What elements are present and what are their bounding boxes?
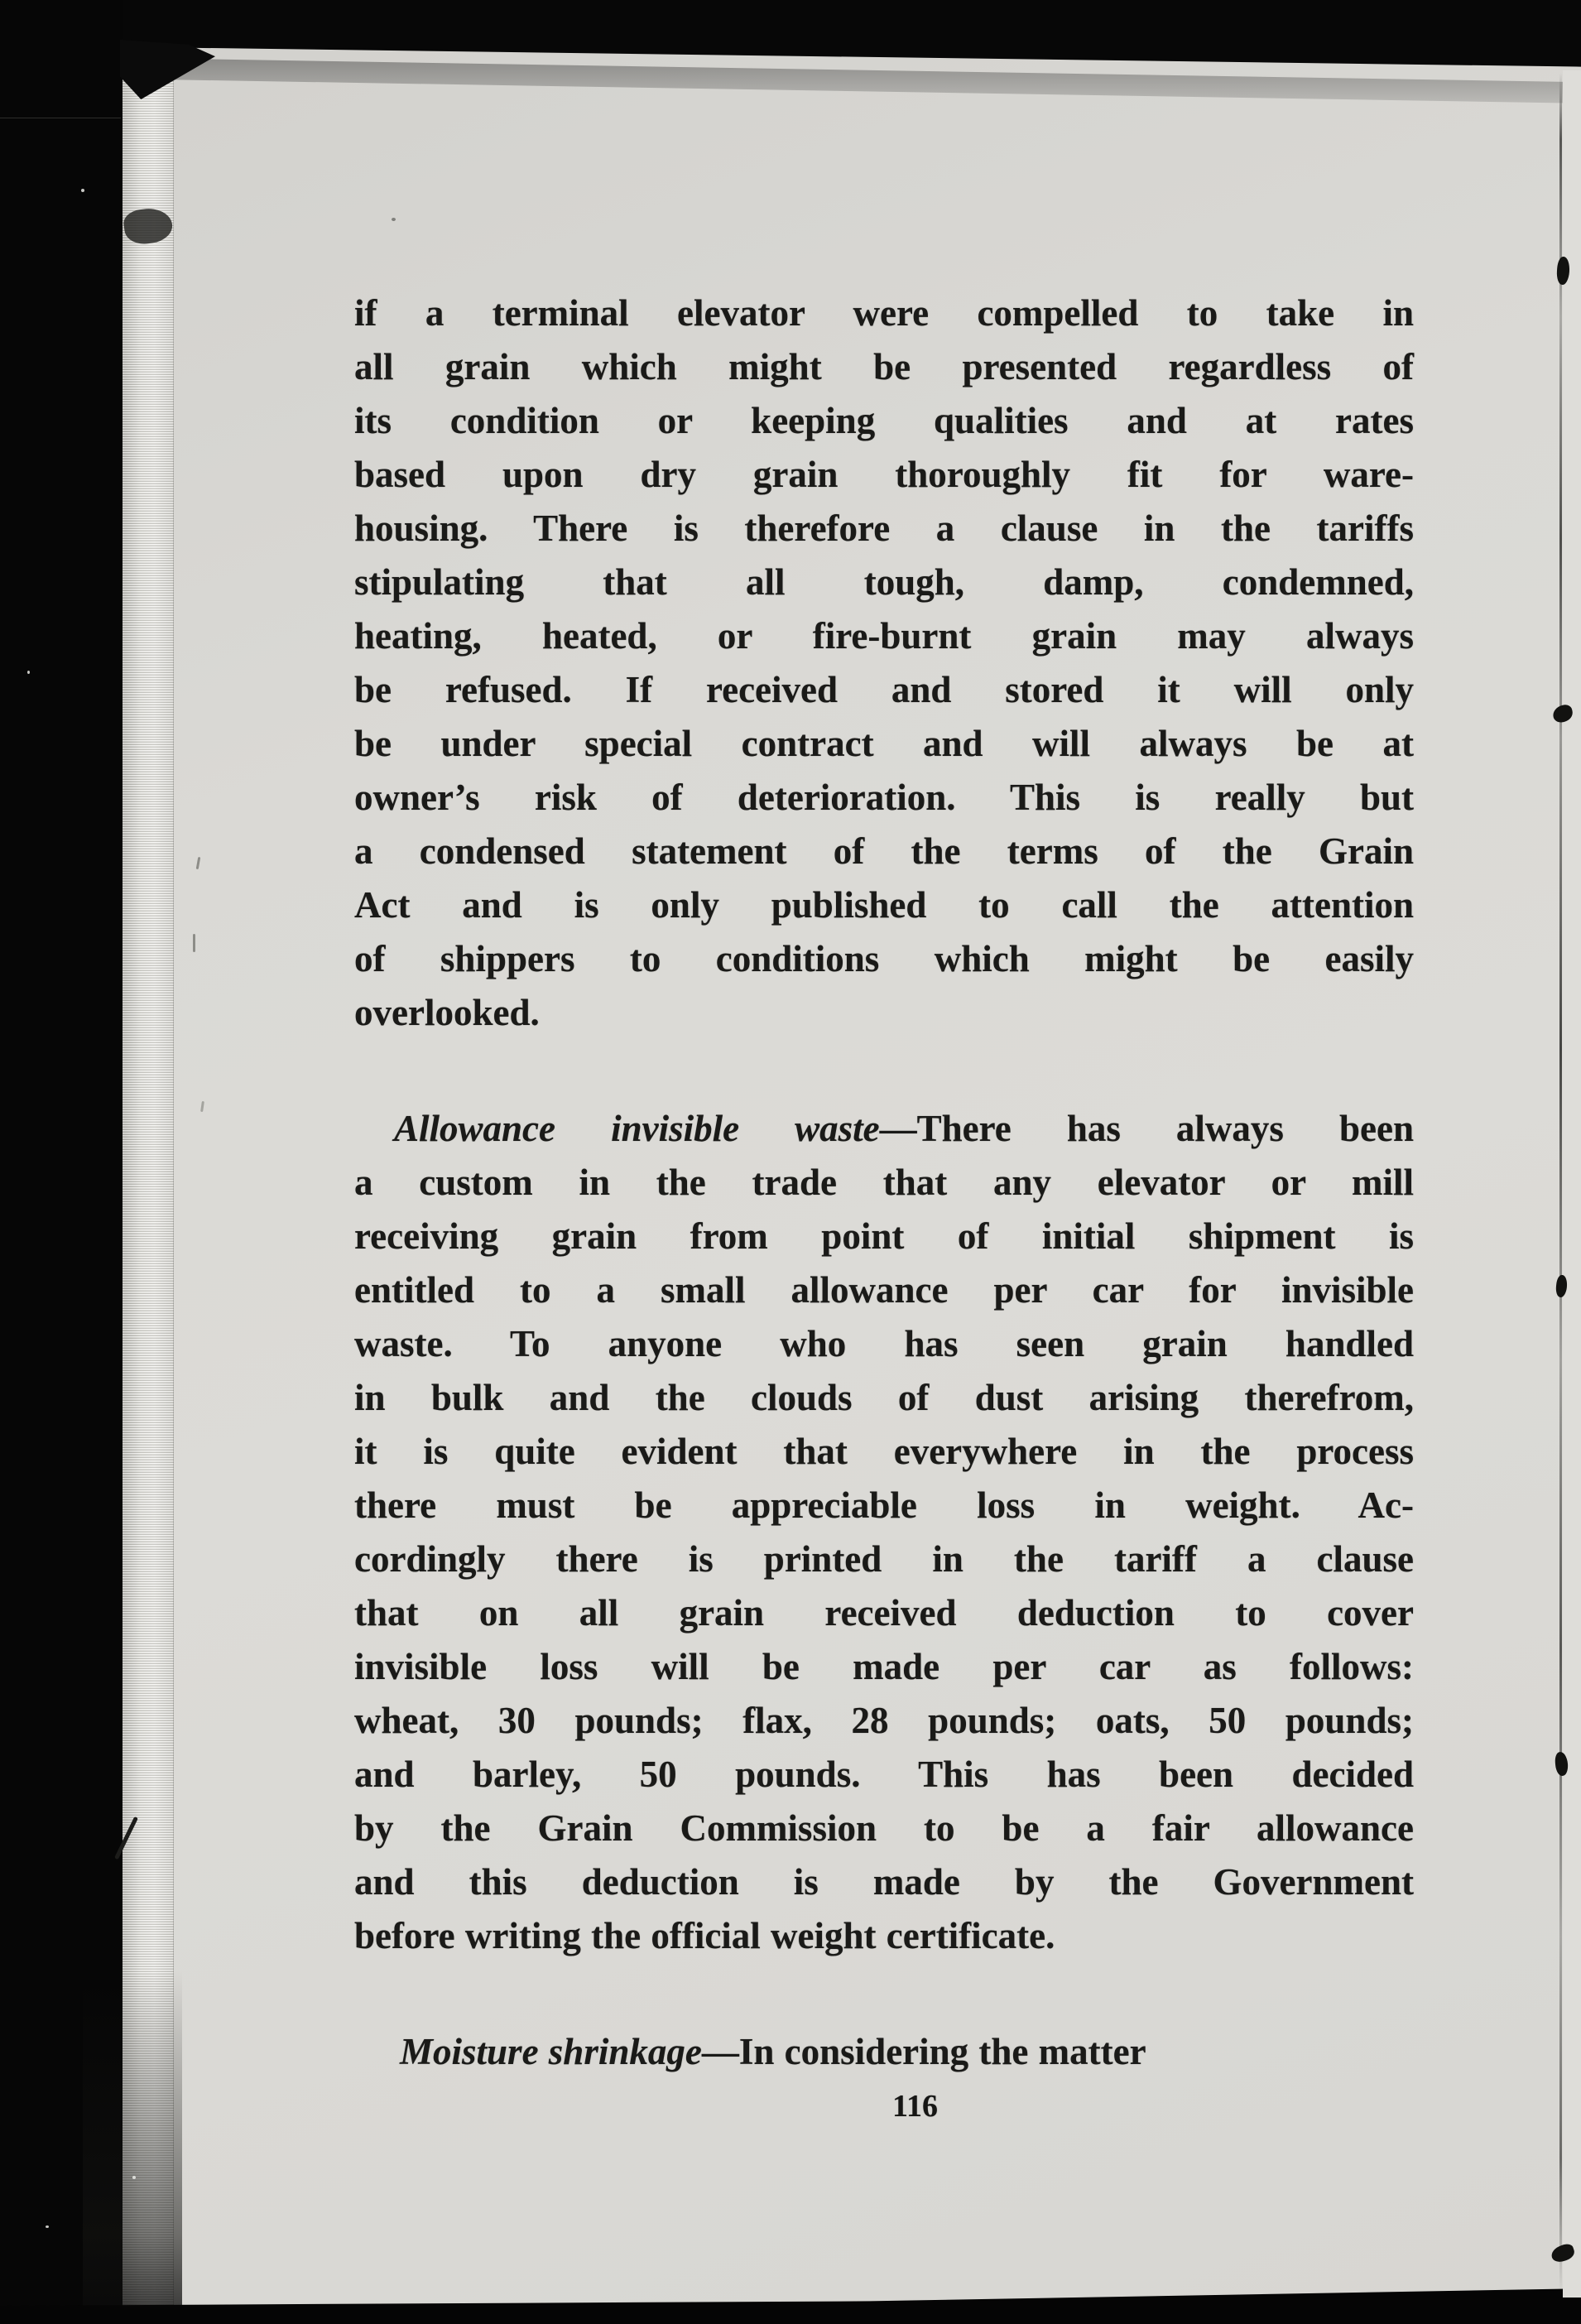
body-text-line: invisible loss will be made per car as follows: xyxy=(354,1646,1414,1687)
body-text-line: heating, heated, or fire-burnt grain may always xyxy=(354,615,1414,657)
body-text-line: overlooked. xyxy=(354,992,540,1033)
paragraph-1 xyxy=(354,286,1414,1040)
body-text-line: Act and is only published to call the attention xyxy=(354,884,1414,926)
body-text-line: that on all grain received deduction to cover xyxy=(354,1592,1414,1634)
body-text-line: of shippers to conditions which might be easily xyxy=(354,938,1414,979)
body-text-line: be refused. If received and stored it will only xyxy=(354,669,1414,710)
body-text-line: by the Grain Commission to be a fair allowance xyxy=(354,1807,1414,1849)
lead-line-rest: —There has always been xyxy=(879,1108,1414,1149)
body-text-line: waste. To anyone who has seen grain handled xyxy=(354,1323,1414,1364)
page-right-edge-line xyxy=(1559,73,1562,2292)
body-text-line: wheat, 30 pounds; flax, 28 pounds; oats, 50 pounds; xyxy=(354,1700,1414,1741)
body-text-line: receiving grain from point of initial shipment is xyxy=(354,1215,1414,1257)
paragraph-2 xyxy=(354,1102,1414,1963)
body-text-line: based upon dry grain thoroughly fit for ware- xyxy=(354,454,1414,495)
body-text-line: if a terminal elevator were compelled to take in xyxy=(354,292,1414,334)
body-text-line: and this deduction is made by the Government xyxy=(354,1861,1414,1903)
paragraph-3 xyxy=(354,2025,1414,2079)
dust-speck xyxy=(27,671,30,674)
body-text-line xyxy=(354,1102,1414,1156)
dust-speck xyxy=(132,2176,136,2179)
body-text-line: be under special contract and will always be at xyxy=(354,723,1414,764)
adjacent-page-edge xyxy=(1563,70,1581,2298)
body-text-line xyxy=(354,2025,1414,2079)
body-text-line: it is quite evident that everywhere in the process xyxy=(354,1431,1414,1472)
body-text-line: and barley, 50 pounds. This has been decided xyxy=(354,1754,1414,1795)
dust-speck xyxy=(81,189,84,192)
italic-lead: Allowance invisible waste xyxy=(394,1108,880,1149)
body-text-line: all grain which might be presented regardless of xyxy=(354,346,1414,387)
body-text-line: owner’s risk of deterioration. This is really but xyxy=(354,777,1414,818)
italic-lead: Moisture shrinkage xyxy=(400,2031,702,2072)
body-text-line: before writing the official weight certificate. xyxy=(354,1915,1055,1956)
dust-speck xyxy=(46,2225,49,2228)
body-text-line: cordingly there is printed in the tariff a clause xyxy=(354,1538,1414,1580)
body-text-line: a custom in the trade that any elevator or mill xyxy=(354,1162,1414,1203)
body-text-line: a condensed statement of the terms of the Grain xyxy=(354,830,1414,872)
bottom-left-shadow xyxy=(83,1970,182,2324)
body-text-line: entitled to a small allowance per car for invisible xyxy=(354,1269,1414,1311)
body-text-line: there must be appreciable loss in weight. Ac- xyxy=(354,1484,1414,1526)
body-text-line: stipulating that all tough, damp, condemned, xyxy=(354,561,1414,603)
body-text-line: housing. There is therefore a clause in the tariffs xyxy=(354,508,1414,549)
body-text-line: in bulk and the clouds of dust arising therefrom, xyxy=(354,1377,1414,1418)
body-text-line: its condition or keeping qualities and at rates xyxy=(354,400,1414,441)
text-column xyxy=(354,0,1414,2324)
page-number: 116 xyxy=(892,2089,938,2124)
margin-mark xyxy=(193,934,195,952)
lead-line-rest: —In considering the matter xyxy=(701,2031,1146,2072)
